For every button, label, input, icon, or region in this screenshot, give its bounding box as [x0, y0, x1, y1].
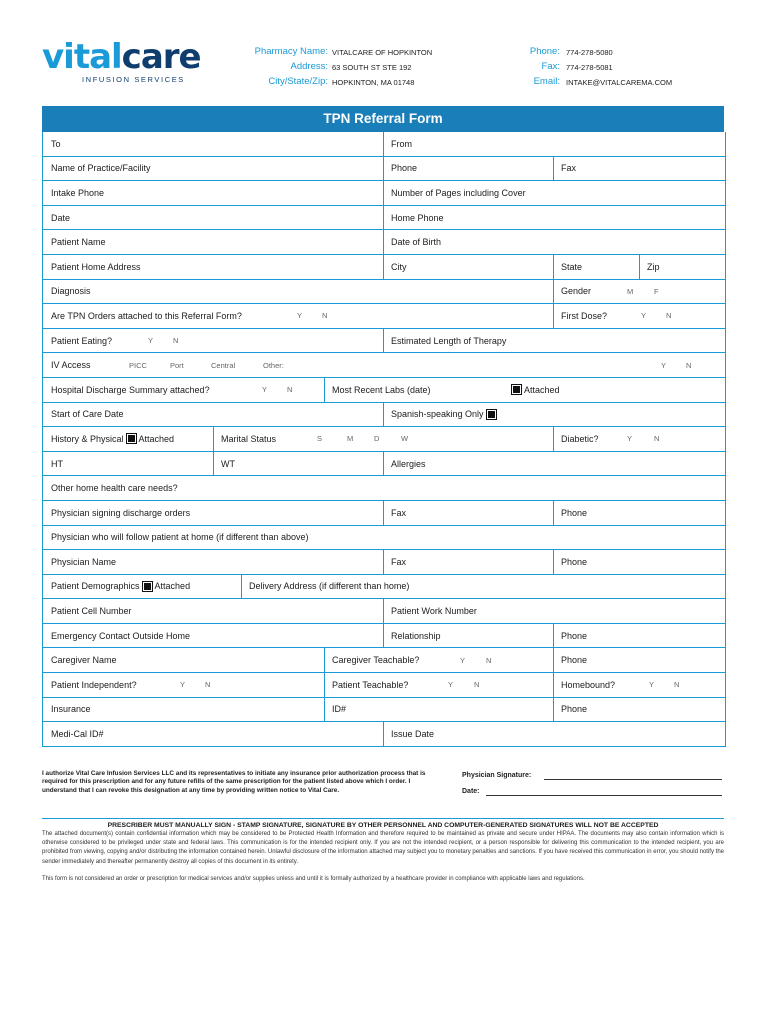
first-dose-n-option[interactable]: N: [666, 311, 672, 321]
caregiver-teach-label: Caregiver Teachable?: [332, 655, 420, 666]
emergency-field[interactable]: Emergency Contact Outside Home: [51, 630, 191, 641]
signature-date-line[interactable]: [486, 795, 722, 796]
row-demographics: [43, 575, 725, 600]
diabetic-label: Diabetic?: [561, 433, 599, 444]
patient-teach-y[interactable]: Y: [448, 680, 454, 690]
home-phone-field[interactable]: Home Phone: [391, 212, 444, 223]
authorization-text: I authorize Vital Care Infusion Services LLC and its representatives to initiate any insurance prior authorization process that is required for this prescription and for any future refills of the same prescription for the patient listed above which I order. I understand that I can revoke this designation at any time by providing written notice to Vital Care.: [42, 770, 426, 794]
physician-name-fax[interactable]: Fax: [391, 556, 407, 567]
patient-teach-label: Patient Teachable?: [332, 679, 409, 690]
physician-signature-label: Physician Signature:: [462, 772, 532, 779]
independent-label: Patient Independent?: [51, 679, 137, 690]
spanish-checkbox[interactable]: [487, 410, 496, 419]
vitalcare-logo: [42, 37, 201, 84]
allergies-field[interactable]: Allergies: [391, 458, 426, 469]
eating-label: Patient Eating?: [51, 335, 113, 346]
diabetic-n-option[interactable]: N: [654, 434, 660, 444]
marital-d-option[interactable]: D: [374, 434, 380, 444]
logo-care: care: [121, 37, 201, 77]
row-to-from: [43, 132, 725, 157]
row-diagnosis: [43, 280, 725, 305]
homebound-label: Homebound?: [561, 679, 616, 690]
row-address: [43, 255, 725, 280]
labs-attached-checkbox[interactable]: [512, 385, 521, 394]
caregiver-teach-y[interactable]: Y: [460, 655, 466, 665]
row-tpn-orders: [43, 304, 725, 329]
history-attached-label: Attached: [138, 433, 175, 444]
caregiver-field[interactable]: Caregiver Name: [51, 655, 117, 666]
practice-field[interactable]: Name of Practice/Facility: [51, 163, 151, 174]
home-address-field[interactable]: Patient Home Address: [51, 261, 141, 272]
marital-m-option[interactable]: M: [347, 434, 354, 444]
discharge-n-option[interactable]: N: [287, 385, 293, 395]
email-value: INTAKE@VITALCAREMA.COM: [566, 78, 673, 87]
row-discharge: [43, 378, 725, 403]
phone-label: Phone:: [529, 46, 560, 57]
issue-date-field[interactable]: Issue Date: [391, 729, 435, 740]
insurance-phone[interactable]: Phone: [561, 704, 588, 715]
first-dose-label: First Dose?: [561, 310, 608, 321]
recent-labs-field[interactable]: Most Recent Labs (date): [332, 384, 431, 395]
tpn-n-option[interactable]: N: [322, 311, 328, 321]
eating-n-option[interactable]: N: [173, 336, 179, 346]
form-title: TPN Referral Form: [42, 106, 724, 132]
homebound-y[interactable]: Y: [649, 680, 655, 690]
independent-y[interactable]: Y: [180, 680, 186, 690]
emergency-phone[interactable]: Phone: [561, 630, 588, 641]
demographics-label: Patient Demographics: [51, 581, 140, 592]
row-start-care: [43, 403, 725, 428]
row-physician-discharge: [43, 501, 725, 526]
insurance-field[interactable]: Insurance: [51, 704, 91, 715]
fax-value: 774-278-5081: [566, 63, 613, 72]
first-dose-y-option[interactable]: Y: [641, 311, 647, 321]
ht-field[interactable]: HT: [51, 458, 63, 469]
row-physician-follow: [43, 526, 725, 551]
row-intake: [43, 181, 725, 206]
confidentiality-notice: The attached document(s) contain confidential information which may be considered to be Protected Health Information and therefore required to be maintained as private and secure under HIPAA. The documents may also contain information which is otherwise considered to be privileged under state and federal laws. This communication is for the intended recipient only. If you are not the intended recipient, or a person responsible for delivering this communication to the intended recipient, you are prohibited from viewing, copying and/or distributing the information contained herein. Unlawful disclosure of the information attached may subject you to monetary penalties and sanctions. If you have received this communication in error, you should notify the sender immediately and thereafter permanently destroy all copies of this document in its entirety.: [42, 831, 724, 865]
central-option[interactable]: Central: [211, 360, 236, 370]
wt-field[interactable]: WT: [221, 458, 235, 469]
other-needs-field[interactable]: Other home health care needs?: [51, 483, 178, 494]
start-care-field[interactable]: Start of Care Date: [51, 409, 124, 420]
caregiver-teach-n[interactable]: N: [486, 655, 492, 665]
history-label: History & Physical: [51, 433, 124, 444]
dob-field[interactable]: Date of Birth: [391, 237, 442, 248]
medi-cal-field[interactable]: Medi-Cal ID#: [51, 729, 104, 740]
work-field[interactable]: Patient Work Number: [391, 606, 477, 617]
row-eating: [43, 329, 725, 354]
city-field[interactable]: City: [391, 261, 407, 272]
signature-date-label: Date:: [462, 788, 480, 795]
id-field[interactable]: ID#: [332, 704, 347, 715]
address-label: Address:: [290, 61, 328, 72]
physician-name-field[interactable]: Physician Name: [51, 556, 117, 567]
picc-option[interactable]: PICC: [129, 360, 147, 370]
fax-label: Fax:: [541, 61, 560, 72]
row-iv-access: [43, 353, 725, 378]
row-history: [43, 427, 725, 452]
discharge-y-option[interactable]: Y: [262, 385, 268, 395]
row-independent: [43, 673, 725, 698]
other-option[interactable]: Other:: [263, 360, 284, 370]
iv-n-option[interactable]: N: [686, 360, 692, 370]
marital-s-option[interactable]: S: [317, 434, 323, 444]
row-emergency: [43, 624, 725, 649]
marital-label: Marital Status: [221, 433, 277, 444]
intake-phone-field[interactable]: Intake Phone: [51, 187, 105, 198]
gender-label: Gender: [561, 286, 592, 297]
prescriber-notice: PRESCRIBER MUST MANUALLY SIGN - STAMP SIGNATURE, SIGNATURE BY OTHER PERSONNEL AND COMPUTER-GENERATED SIGNATURES WILL NOT BE ACCEPTED: [42, 818, 724, 829]
phone-value: 774-278-5080: [566, 48, 613, 57]
to-field[interactable]: To: [51, 138, 61, 149]
physician-discharge-phone[interactable]: Phone: [561, 507, 588, 518]
physician-discharge-field[interactable]: Physician signing discharge orders: [51, 507, 191, 518]
gender-f-option[interactable]: F: [654, 286, 659, 296]
iv-access-label: IV Access: [51, 360, 91, 371]
row-cell-work: [43, 599, 725, 624]
length-therapy-field[interactable]: Estimated Length of Therapy: [391, 335, 507, 346]
row-other-needs: [43, 476, 725, 501]
caregiver-phone[interactable]: Phone: [561, 655, 588, 666]
diabetic-y-option[interactable]: Y: [627, 434, 633, 444]
eating-y-option[interactable]: Y: [148, 336, 154, 346]
order-notice: This form is not considered an order or prescription for medical services and/or supplies unless and until it is formally authorized by a healthcare provider in compliance with applicable laws and regulations.: [42, 876, 585, 882]
city-value: HOPKINTON, MA 01748: [332, 78, 415, 87]
physician-signature-line[interactable]: [544, 779, 722, 780]
relationship-field[interactable]: Relationship: [391, 630, 441, 641]
demographics-checkbox[interactable]: [143, 582, 152, 591]
row-ht-wt: [43, 452, 725, 477]
history-checkbox[interactable]: [127, 434, 136, 443]
row-medi-cal: [43, 722, 725, 746]
pharmacy-label: Pharmacy Name:: [254, 46, 328, 57]
physician-discharge-fax[interactable]: Fax: [391, 507, 407, 518]
fax-field[interactable]: Fax: [561, 163, 577, 174]
date-field[interactable]: Date: [51, 212, 71, 223]
marital-w-option[interactable]: W: [401, 434, 409, 444]
row-caregiver: [43, 648, 725, 673]
iv-y-option[interactable]: Y: [661, 360, 667, 370]
physician-follow-field[interactable]: Physician who will follow patient at home (if different than above): [51, 532, 309, 543]
tpn-orders-label: Are TPN Orders attached to this Referral Form?: [51, 310, 242, 321]
pages-field[interactable]: Number of Pages including Cover: [391, 187, 526, 198]
physician-name-phone[interactable]: Phone: [561, 556, 588, 567]
spanish-label: Spanish-speaking Only: [391, 409, 484, 420]
labs-attached-label: Attached: [524, 384, 560, 395]
independent-n[interactable]: N: [205, 680, 211, 690]
port-option[interactable]: Port: [170, 360, 184, 370]
page-header: [0, 0, 770, 100]
phone-field[interactable]: Phone: [391, 163, 418, 174]
zip-field[interactable]: Zip: [647, 261, 660, 272]
pharmacy-value: VITALCARE OF HOPKINTON: [332, 48, 433, 57]
state-field[interactable]: State: [561, 261, 583, 272]
diagnosis-field[interactable]: Diagnosis: [51, 286, 91, 297]
row-date: [43, 206, 725, 231]
tpn-y-option[interactable]: Y: [297, 311, 303, 321]
discharge-summary-label: Hospital Discharge Summary attached?: [51, 384, 210, 395]
logo-vital: vital: [42, 37, 122, 77]
city-label: City/State/Zip:: [268, 76, 328, 87]
patient-teach-n[interactable]: N: [474, 680, 480, 690]
patient-name-field[interactable]: Patient Name: [51, 237, 106, 248]
email-label: Email:: [533, 76, 560, 87]
logo-subtitle: INFUSION SERVICES: [82, 75, 185, 84]
cell-field[interactable]: Patient Cell Number: [51, 606, 132, 617]
demographics-attached-label: Attached: [154, 581, 191, 592]
gender-m-option[interactable]: M: [627, 286, 634, 296]
address-value: 63 SOUTH ST STE 192: [332, 63, 412, 72]
row-insurance: [43, 698, 725, 723]
delivery-field[interactable]: Delivery Address (if different than home): [249, 581, 410, 592]
from-field[interactable]: From: [391, 138, 412, 149]
referral-form: [42, 132, 726, 747]
row-physician-name: [43, 550, 725, 575]
row-practice: [43, 157, 725, 182]
row-patient-name: [43, 230, 725, 255]
homebound-n[interactable]: N: [674, 680, 680, 690]
